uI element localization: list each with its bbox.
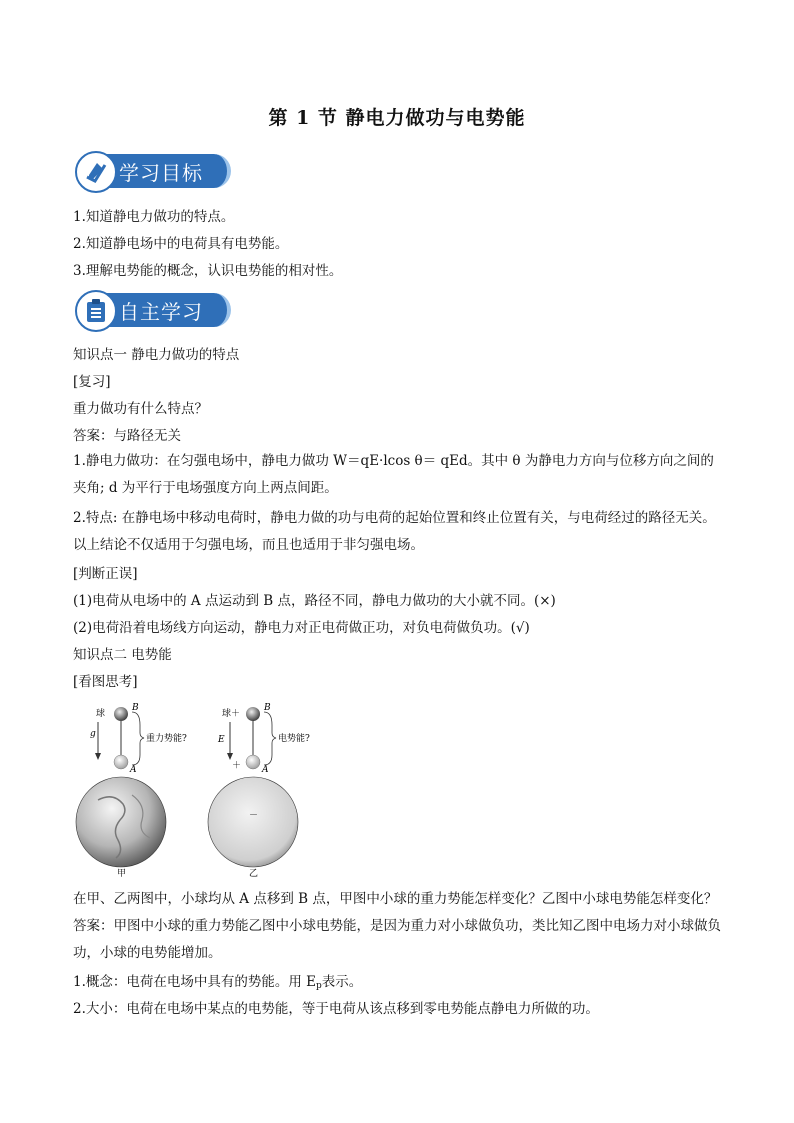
point-a-label: A [130,765,137,775]
caption: 甲 [117,869,127,879]
field-arrowhead [95,753,101,760]
field-label: E [218,735,225,745]
clipboard-icon [75,290,117,332]
question-text: 在甲、乙两图中，小球均从 A 点移到 B 点，甲图中小球的重力势能怎样变化？乙图中小球电势能怎样变化？ [73,891,718,907]
caption: 乙 [249,869,259,879]
concept-line [73,970,362,991]
brace-label: 电势能? [278,734,310,744]
point-b-label: B [132,703,139,713]
brace [132,712,144,765]
ball-at-b [246,707,260,721]
field-arrowhead [227,753,233,760]
figure-gravity-vs-electric [68,700,348,880]
size-line: 2.大小：电荷在电场中某点的电势能，等于电荷从该点移到零电势能点静电力所做的功。 [73,1001,599,1017]
charge-minus-label: － [249,811,259,821]
knowledge-point-heading: 知识点一 静电力做功的特点 [73,347,240,363]
paragraph: 2.特点: 在静电场中移动电荷时，静电力做的功与电荷的起始位置和终止位置有关，与电荷经过的路径无关。以上结论不仅适用于匀强电场，而且也适用于非匀强电场。 [73,510,716,553]
brace-label: 重力势能? [146,734,187,744]
charge-plus-label: ＋ [232,761,242,771]
pencil-check-icon [75,151,117,193]
paragraph: 1.静电力做功：在匀强电场中，静电力做功 W＝qE·lcos θ＝ qEd。其中 θ 为静电力方向与位移方向之间的夹角; d 为平行于电场强度方向上两点间距。 [73,453,714,496]
point-a-label: A [262,765,269,775]
ball-label: 球＋ [222,709,241,719]
judge-item: (1)电荷从电场中的 A 点运动到 B 点，路径不同，静电力做功的大小就不同。(×) [73,593,556,609]
concept-text-end: 表示。 [321,974,363,990]
ball-label: 球 [96,709,106,719]
question-text: 重力做功有什么特点？ [73,401,208,417]
judge-item: (2)电荷沿着电场线方向运动，静电力对正电荷做正功，对负电荷做负功。(√) [73,620,530,636]
page-title: 第 1 节 静电力做功与电势能 [268,107,526,129]
section-banner-self-study [75,290,228,330]
answer-text: 答案：甲图中小球的重力势能乙图中小球电势能，是因为重力对小球做负功，类比知乙图中电场力对小球做负功，小球的电势能增加。 [73,918,721,961]
banner-label: 自主学习 [119,300,203,324]
knowledge-point-heading: 知识点二 电势能 [73,647,172,663]
goal-item: 2.知道静电场中的电荷具有电势能。 [73,236,289,252]
brace [264,712,276,765]
review-tag: [复习] [73,374,111,390]
ball-at-b [114,707,128,721]
section-banner-learning-goals [75,151,228,191]
judge-tag: [判断正误] [73,566,138,582]
answer-text: 答案：与路径无关 [73,428,181,444]
concept-subscript: p [316,981,322,991]
banner-label: 学习目标 [119,161,203,185]
ball-at-a [246,755,260,769]
field-label: g [90,729,96,739]
goal-item: 3.理解电势能的概念，认识电势能的相对性。 [73,263,343,279]
earth-globe [76,777,166,867]
point-b-label: B [264,703,271,713]
ball-at-a [114,755,128,769]
goal-item: 1.知道静电力做功的特点。 [73,209,235,225]
concept-text: 1.概念：电荷在电场中具有的势能。用 E [73,974,317,990]
charged-sphere [208,777,298,867]
look-tag: [看图思考] [73,674,138,690]
